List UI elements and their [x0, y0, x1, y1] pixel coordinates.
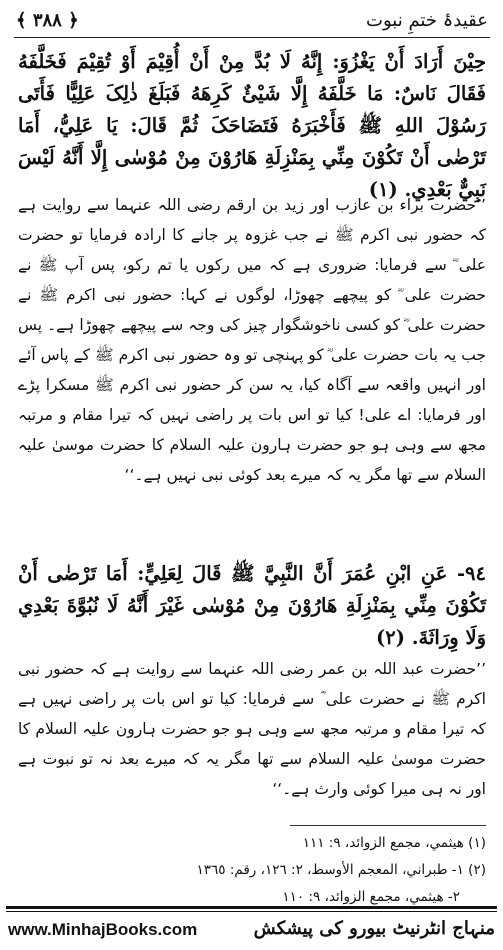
footnote-2b: ٢- هيثمي، مجمع الزوائد، ٩: ١١٠ [282, 889, 460, 905]
hadith-93-arabic: حِيْنَ أَرَادَ أَنْ يَغْزُوَ: إِنَّهُ لَا بُدَّ مِنْ أَنْ أُقِيْمَ أَوْ تُقِيْمَ فَخَلَّفَهُ فَقَالَ نَاسٌ: مَا خَلَّفَهُ إِلَّا شَيْئٌ كَرِهَهُ فَبَلَغَ ذٰلِکَ عَلِيًّا فَأَتَى رَسُوْلَ اللهِ ﷺ فَأَخْبَرَهُ فَتَضَاحَکَ ثُمَّ قَالَ: يَا عَلِيُّ، أَمَا تَرْضٰى أَنْ تَكُوْنَ مِنِّي بِمَنْزِلَةِ هَارُوْنَ مِنْ مُوْسٰى إِلَّا أَنَّهُ لَيْسَ نَبِيٌّ بَعْدِي. (١) [18, 50, 486, 201]
footnote-1: (١) هيثمي، مجمع الزوائد، ٩: ١١١ [302, 835, 486, 851]
hadith-94-number: ٩٤- [456, 562, 486, 585]
header-rule [14, 37, 490, 38]
footer-rule-thin [6, 911, 497, 912]
footer-website-link[interactable]: www.MinhajBooks.com [8, 920, 198, 939]
hadith-94-arabic: عَنِ ابْنِ عُمَرَ أَنَّ النَّبِيَّ ﷺ قَالَ لِعَلِيٍّ: أَمَا تَرْضٰى أَنْ تَكُوْنَ مِنِّي بِمَنْزِلَةِ هَارُوْنَ مِنْ مُوْسٰى غَيْرَ أَنَّهُ لَا نُبُوَّةَ بَعْدِي وَلَا وِرَاثَةَ. (٢) [18, 562, 486, 649]
footnote-2: (٢) ١- طبراني، المعجم الأوسط، ٢: ١٢٦، رقم: ١٣٦٥ [196, 862, 486, 878]
page-footer [0, 906, 503, 950]
footnotes [18, 830, 486, 911]
running-title: عقیدۂ ختمِ نبوت [366, 10, 488, 31]
footer-rule-thick [6, 906, 497, 909]
hadith-94-urdu-translation: ’’حضرت عبد اللہ بن عمر رضی اللہ عنہما سے روایت ہے کہ حضور نبی اکرم ﷺ نے حضرت علی ؓ سے فرمایا: کیا تو اس بات پر راضی نہیں ہے کہ تیرا مقام و مرتبہ مجھ سے وہی ہو جو حضرت ہارون علیہ السلام کا حضرت موسیٰ علیہ السلام سے تھا مگر یہ کہ میرے بعد نہ تو نبوت ہے اور نہ ہی میرا کوئی وارث ہے۔‘‘ [18, 660, 486, 798]
hadith-93-urdu-translation: ’’حضرت براء بن عازب اور زید بن ارقم رضی اللہ عنہما سے روایت ہے کہ حضور نبی اکرم ﷺ نے جب غزوہ پر جانے کا ارادہ فرمایا تو حضرت علی ؓ سے فرمایا: ضروری ہے کہ میں رکوں یا تم رکو، پس آپ ﷺ نے حضرت علی ؓ کو پیچھے چھوڑا، لوگوں نے کہا: حضور نبی اکرم ﷺ نے حضرت علی ؓ کو کسی ناخوشگوار چیز کی وجہ سے پیچھے چھوڑا ہے۔ پس جب یہ بات حضرت علی ؓ کو پہنچی تو وہ حضور نبی اکرم ﷺ کے پاس آئے اور انہیں واقعہ سے آگاہ کیا، یہ سن کر حضور نبی اکرم ﷺ مسکرا پڑے اور فرمایا: اے علی! کیا تو اس بات پر راضی نہیں کہ تیرا مقام و مرتبہ مجھ سے وہی ہو جو حضرت ہارون علیہ السلام کا حضرت موسیٰ علیہ السلام سے تھا مگر یہ کہ میرے بعد کوئی نبی نہیں ہے۔‘‘ [18, 196, 486, 484]
footnote-rule [290, 825, 486, 826]
hadith-94-arabic-block [18, 558, 486, 654]
footer-credit: منہاج انٹرنیٹ بیورو کی پیشکش [253, 918, 495, 939]
page-header [14, 8, 490, 38]
page-number: ﴿ ٣٨٨ ﴾ [16, 10, 79, 31]
